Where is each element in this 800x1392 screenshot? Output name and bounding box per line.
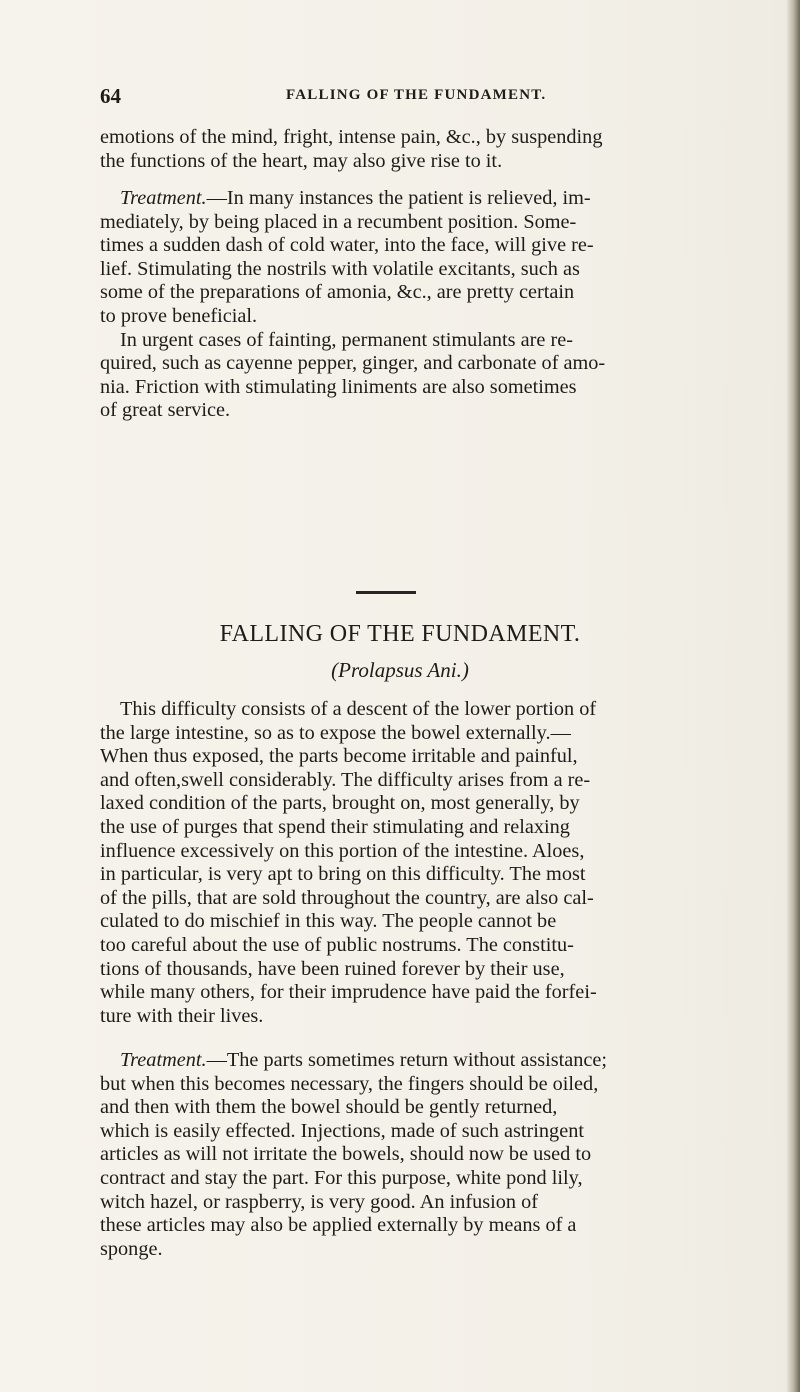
text-line: laxed condition of the parts, brought on, most generally, by bbox=[100, 792, 580, 815]
text-line: but when this becomes necessary, the fingers should be oiled, bbox=[100, 1072, 599, 1095]
text-line: When thus exposed, the parts become irritable and painful, bbox=[100, 745, 578, 768]
text-line: nia. Friction with stimulating liniments are also sometimes bbox=[100, 375, 577, 398]
paragraph-description bbox=[100, 698, 700, 1028]
text-line: the use of purges that spend their stimulating and relaxing bbox=[100, 815, 570, 838]
text-line-lead bbox=[100, 187, 700, 211]
text-line: the large intestine, so as to expose the bowel externally.— bbox=[100, 721, 571, 744]
text-line: lief. Stimulating the nostrils with volatile excitants, such as bbox=[100, 257, 580, 280]
page-header bbox=[100, 84, 700, 112]
text-line: while many others, for their imprudence have paid the forfei- bbox=[100, 981, 597, 1004]
text-line: articles as will not irritate the bowels, should now be used to bbox=[100, 1143, 592, 1166]
paragraph-continuation bbox=[100, 126, 700, 173]
text-line: In urgent cases of fainting, permanent stimulants are re- bbox=[120, 328, 573, 351]
text-line: mediately, by being placed in a recumbent position. Some- bbox=[100, 210, 577, 233]
text-line: of great service. bbox=[100, 399, 231, 422]
treatment-heading: Treatment. bbox=[120, 1049, 207, 1071]
section-title: FALLING OF THE FUNDAMENT. bbox=[219, 621, 581, 647]
text-fragment: —The parts sometimes return without assistance; bbox=[206, 1049, 608, 1071]
text-line: witch hazel, or raspberry, is very good. An infusion of bbox=[100, 1190, 539, 1213]
paragraph-treatment-fainting bbox=[100, 187, 700, 423]
page-number: 64 bbox=[100, 84, 121, 108]
text-line: the functions of the heart, may also give rise to it. bbox=[100, 149, 503, 172]
text-line: sponge. bbox=[100, 1237, 163, 1260]
text-line: quired, such as cayenne pepper, ginger, and carbonate of amo- bbox=[100, 352, 606, 375]
text-line: ture with their lives. bbox=[100, 1004, 264, 1027]
treatment-heading: Treatment. bbox=[120, 187, 207, 209]
text-line: in particular, is very apt to bring on this difficulty. The most bbox=[100, 863, 586, 886]
text-line: This difficulty consists of a descent of the lower portion of bbox=[120, 698, 597, 720]
section-subtitle: (Prolapsus Ani.) bbox=[331, 658, 469, 682]
paragraph-treatment-prolapsus bbox=[100, 1049, 700, 1261]
text-line-lead bbox=[100, 1049, 700, 1073]
text-fragment: —In many instances the patient is relieved, im- bbox=[206, 187, 591, 209]
running-head: FALLING OF THE FUNDAMENT. bbox=[286, 87, 547, 103]
text-line: to prove beneficial. bbox=[100, 304, 258, 327]
text-line: contract and stay the part. For this purpose, white pond lily, bbox=[100, 1166, 583, 1189]
text-line: culated to do mischief in this way. The people cannot be bbox=[100, 910, 557, 933]
text-line: influence excessively on this portion of the intestine. Aloes, bbox=[100, 839, 585, 862]
text-line: times a sudden dash of cold water, into the face, will give re- bbox=[100, 234, 594, 257]
text-line: emotions of the mind, fright, intense pain, &c., by suspending bbox=[100, 126, 603, 148]
text-line: some of the preparations of amonia, &c., are pretty certain bbox=[100, 281, 575, 304]
text-line: and then with them the bowel should be gently returned, bbox=[100, 1096, 558, 1119]
text-line: too careful about the use of public nostrums. The constitu- bbox=[100, 933, 574, 956]
text-line: and often,swell considerably. The difficulty arises from a re- bbox=[100, 768, 591, 791]
text-line: of the pills, that are sold throughout the country, are also cal- bbox=[100, 886, 594, 909]
text-line: which is easily effected. Injections, made of such astringent bbox=[100, 1119, 584, 1142]
text-line: these articles may also be applied externally by means of a bbox=[100, 1214, 577, 1237]
text-line: tions of thousands, have been ruined forever by their use, bbox=[100, 957, 565, 980]
page-edge-shadow bbox=[786, 0, 800, 1392]
section-divider bbox=[356, 591, 416, 594]
